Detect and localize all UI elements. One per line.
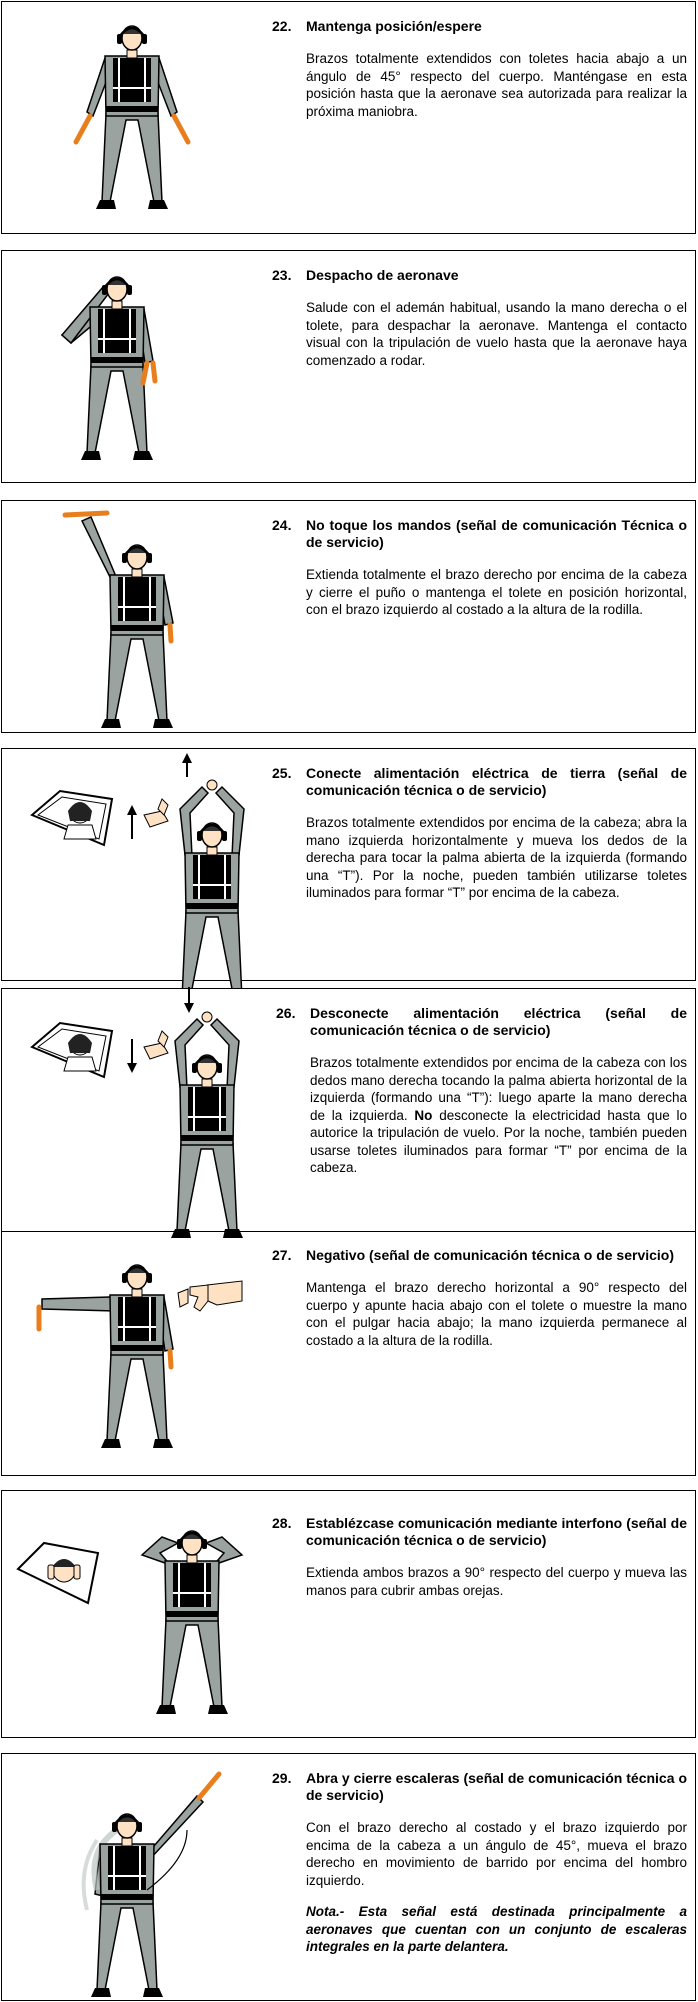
marshaller-figure-24 [2, 501, 262, 734]
signal-24-panel [1, 500, 696, 733]
signal-description: Brazos totalmente extendidos por encima de la cabeza; abra la mano izquierda horizontalmente y mueva los dedos de la derecha para tocar la palma abierta de la izquierda (formando una “T”). Por la noche, pueden también utilizarse toletes iluminados para formar “T” por encima de la cabeza. [306, 815, 687, 900]
signal-23-text [272, 267, 687, 369]
signal-22-text [272, 18, 687, 120]
cockpit-window-icon [32, 1023, 112, 1077]
signal-26-27-panel [1, 988, 696, 1476]
signal-description: Brazos totalmente extendidos por encima de la cabeza con los dedos mano derecha tocando la palma abierta horizontal de la izquierda (formando una “T”): luego aparte la mano derecha de la izquierda. No desconecte la electricidad hasta que lo autorice la tripulación de vuelo. Por la noche, también pueden usarse toletes iluminados para formar “T” por encima de la cabeza. [310, 1055, 687, 1175]
marshaller-figure-22 [2, 2, 262, 235]
signal-25-text [272, 765, 687, 902]
signal-28-panel [1, 1490, 696, 1738]
arrow-down-icon [127, 1039, 137, 1073]
signal-description: Salude con el ademán habitual, usando la mano derecha o el tolete, para despachar la aeronave. Mantenga el contacto visual con la tripulación de vuelo hasta que la aeronave haya comenzado a rodar. [306, 300, 687, 368]
signal-title: Establézcase comunicación mediante interfono (señal de comunicación técnica o de servicio) [306, 1515, 687, 1548]
signal-title: Desconecte alimentación eléctrica (señal de comunicación técnica o de servicio) [310, 1005, 687, 1038]
hand-t-icon [144, 1031, 168, 1059]
signal-description: Mantenga el brazo derecho horizontal a 90° respecto del cuerpo y apunte hacia abajo con el tolete o muestre la mano con el pulgar hacia abajo; la mano izquierda permanece al costado a la altura de la rodilla. [306, 1280, 687, 1348]
signal-number: 28. [272, 1515, 292, 1531]
arrow-up-icon [127, 805, 137, 839]
signal-title: Mantenga posición/espere [306, 18, 482, 34]
signal-description: Extienda ambos brazos a 90° respecto del cuerpo y mueva las manos para cubrir ambas orejas. [306, 1565, 687, 1598]
signal-description: Con el brazo derecho al costado y el brazo izquierdo por encima de la cabeza a un ángulo de 45°, mueva el brazo derecho en movimiento de barrido por encima del hombro izquierdo. Nota.- Esta señal está destinada principalmente a aeronaves que cuentan con un conjunto de escaleras integrales en la parte delantera. [306, 1820, 687, 1954]
signal-title: Negativo (señal de comunicación técnica o de servicio) [306, 1247, 675, 1263]
note: Nota.- Esta señal está destinada principalmente a aeronaves que cuentan con un conjunto de escaleras integrales en la parte delantera. [306, 1904, 687, 1954]
signal-29-panel [1, 1753, 696, 2001]
cockpit-window-icon [18, 1543, 98, 1603]
signal-description: Extienda totalmente el brazo derecho por encima de la cabeza y cierre el puño o mantenga el tolete en posición horizontal, con el brazo izquierdo al costado a la altura de la rodilla. [306, 567, 687, 617]
signal-24-text [272, 517, 687, 619]
signal-title: Despacho de aeronave [306, 267, 459, 283]
marshaller-figure-26 [2, 989, 262, 1231]
signal-27-text [272, 1247, 687, 1349]
signal-22-panel [1, 1, 696, 234]
signal-number: 23. [272, 267, 292, 283]
marshaller-figure-29 [2, 1754, 262, 2002]
emphasis: No [414, 1107, 433, 1123]
hand-t-icon [144, 799, 168, 827]
thumbs-down-icon [178, 1281, 242, 1311]
marshaller-figure-23 [2, 251, 262, 484]
signal-29-text [272, 1770, 687, 1956]
signal-26-text [276, 1005, 687, 1177]
signal-description: Brazos totalmente extendidos con toletes hacia abajo a un ángulo de 45° respecto del cuerpo. Manténgase en esta posición hasta que la aeronave sea autorizada para realizar la próxima maniobra. [306, 51, 687, 119]
signal-25-panel [1, 748, 696, 981]
signal-number: 25. [272, 765, 292, 781]
signal-title: Abra y cierre escaleras (señal de comunicación técnica o de servicio) [306, 1770, 687, 1803]
marshaller-figure-28 [2, 1491, 262, 1739]
signal-title: No toque los mandos (señal de comunicación Técnica o de servicio) [306, 517, 687, 550]
marshaller-figure-25 [2, 749, 262, 982]
signal-number: 24. [272, 517, 292, 533]
marshaller-figure-27 [2, 1231, 262, 1477]
signal-title: Conecte alimentación eléctrica de tierra (señal de comunicación técnica o de servicio) [306, 765, 687, 798]
signal-23-panel [1, 250, 696, 483]
signal-number: 22. [272, 18, 292, 34]
cockpit-window-icon [32, 791, 112, 845]
signal-number: 26. [276, 1005, 296, 1021]
signal-number: 29. [272, 1770, 292, 1786]
signal-number: 27. [272, 1247, 292, 1263]
signal-28-text [272, 1515, 687, 1599]
